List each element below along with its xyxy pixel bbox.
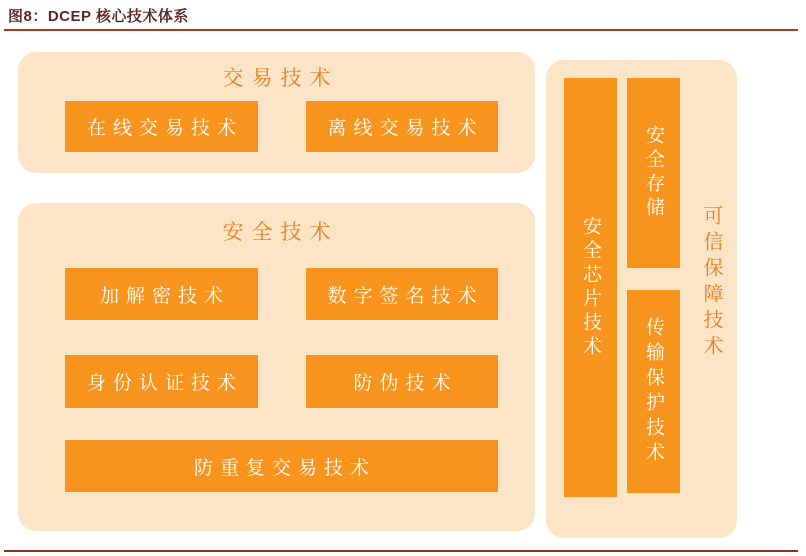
security-tech-heading: 安全技术 — [222, 220, 339, 244]
transaction-tech-heading: 交易技术 — [222, 66, 339, 90]
box-offline-transaction-tech: 离线交易技术 — [306, 101, 498, 152]
box-identity-authentication-tech: 身份认证技术 — [65, 355, 258, 408]
box-encryption-tech: 加解密技术 — [65, 268, 258, 320]
box-security-chip-tech: 安全芯片技术 — [564, 78, 617, 497]
panel-transaction-tech — [18, 52, 535, 173]
header-rule — [4, 29, 798, 31]
panel-security-tech — [18, 203, 535, 531]
footer-rule — [4, 550, 798, 552]
figure-title: 图8：DCEP 核心技术体系 — [8, 8, 189, 25]
box-transmission-protection-tech: 传输保护技术 — [627, 290, 680, 493]
box-online-transaction-tech: 在线交易技术 — [65, 101, 258, 152]
box-digital-signature-tech: 数字签名技术 — [306, 268, 498, 320]
box-secure-storage: 安全存储 — [627, 78, 680, 268]
panel-trusted-assurance-tech — [546, 60, 737, 538]
trusted-assurance-tech-label: 可信保障技术 — [700, 205, 722, 361]
box-anti-counterfeit-tech: 防伪技术 — [306, 355, 498, 408]
box-anti-double-spend-tech: 防重复交易技术 — [65, 440, 498, 492]
